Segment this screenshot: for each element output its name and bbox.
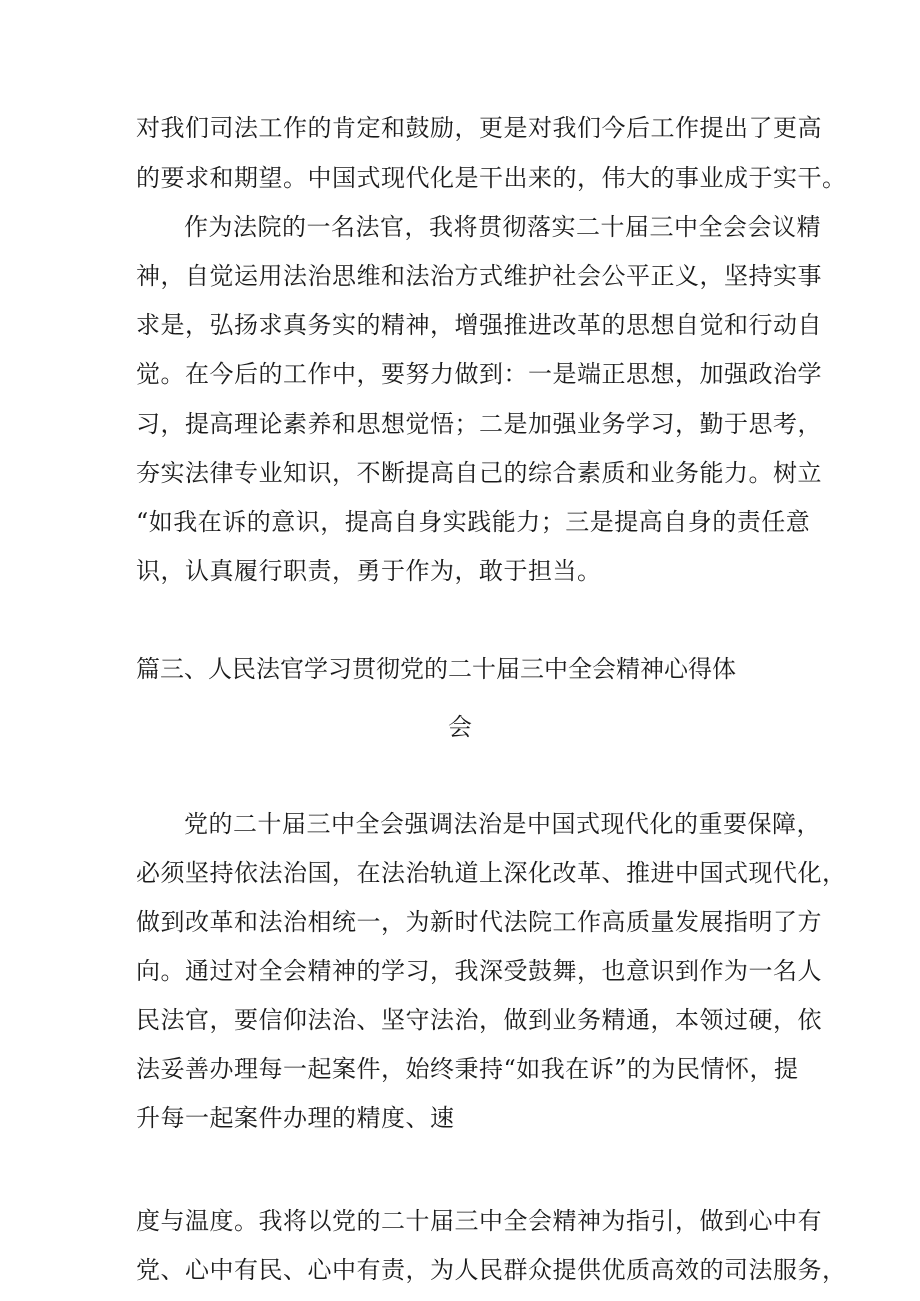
- paragraph-2-line-2: 神，自觉运用法治思维和法治方式维护社会公平正义，坚持实事: [136, 262, 822, 290]
- paragraph-3-line-7: 升每一起案件办理的精度、速: [136, 1104, 455, 1132]
- paragraph-3-line-5: 民法官，要信仰法治、坚守法治，做到业务精通，本领过硬，依: [136, 1006, 822, 1034]
- paragraph-2-line-7: “如我在诉的意识，提高自身实践能力；三是提高自身的责任意: [136, 508, 811, 536]
- paragraph-2-line-6: 夯实法律专业知识，不断提高自己的综合素质和业务能力。树立: [136, 459, 822, 487]
- paragraph-2-line-4: 觉。在今后的工作中，要努力做到：一是端正思想，加强政治学: [136, 360, 822, 388]
- paragraph-4-line-1: 度与温度。我将以党的二十届三中全会精神为指引，做到心中有: [136, 1207, 822, 1235]
- paragraph-2-line-3: 求是，弘扬求真务实的精神，增强推进改革的思想自觉和行动自: [136, 311, 822, 339]
- paragraph-3-line-4: 向。通过对全会精神的学习，我深受鼓舞，也意识到作为一名人: [136, 957, 822, 985]
- paragraph-2-line-1: 作为法院的一名法官，我将贯彻落实二十届三中全会会议精: [184, 213, 821, 241]
- section-heading: 篇三、人民法官学习贯彻党的二十届三中全会精神心得体: [136, 655, 736, 683]
- paragraph-3-line-6: 法妥善办理每一起案件，始终秉持“如我在诉”的为民情怀，提: [136, 1055, 799, 1083]
- paragraph-4-line-2: 党、心中有民、心中有责，为人民群众提供优质高效的司法服务，: [136, 1256, 847, 1284]
- paragraph-3-line-1: 党的二十届三中全会强调法治是中国式现代化的重要保障，: [184, 810, 821, 838]
- paragraph-1-line-2: 的要求和期望。中国式现代化是干出来的，伟大的事业成于实干。: [136, 164, 847, 192]
- paragraph-2-line-8: 识，认真履行职责，勇于作为，敢于担当。: [136, 557, 602, 585]
- paragraph-2-line-5: 习，提高理论素养和思想觉悟；二是加强业务学习，勤于思考，: [136, 410, 822, 438]
- paragraph-1-line-1: 对我们司法工作的肯定和鼓励，更是对我们今后工作提出了更高: [136, 114, 822, 142]
- paragraph-3-line-2: 必须坚持依法治国，在法治轨道上深化改革、推进中国式现代化，: [136, 859, 847, 887]
- section-heading-continuation: 会: [448, 713, 472, 741]
- paragraph-3-line-3: 做到改革和法治相统一，为新时代法院工作高质量发展指明了方: [136, 908, 822, 936]
